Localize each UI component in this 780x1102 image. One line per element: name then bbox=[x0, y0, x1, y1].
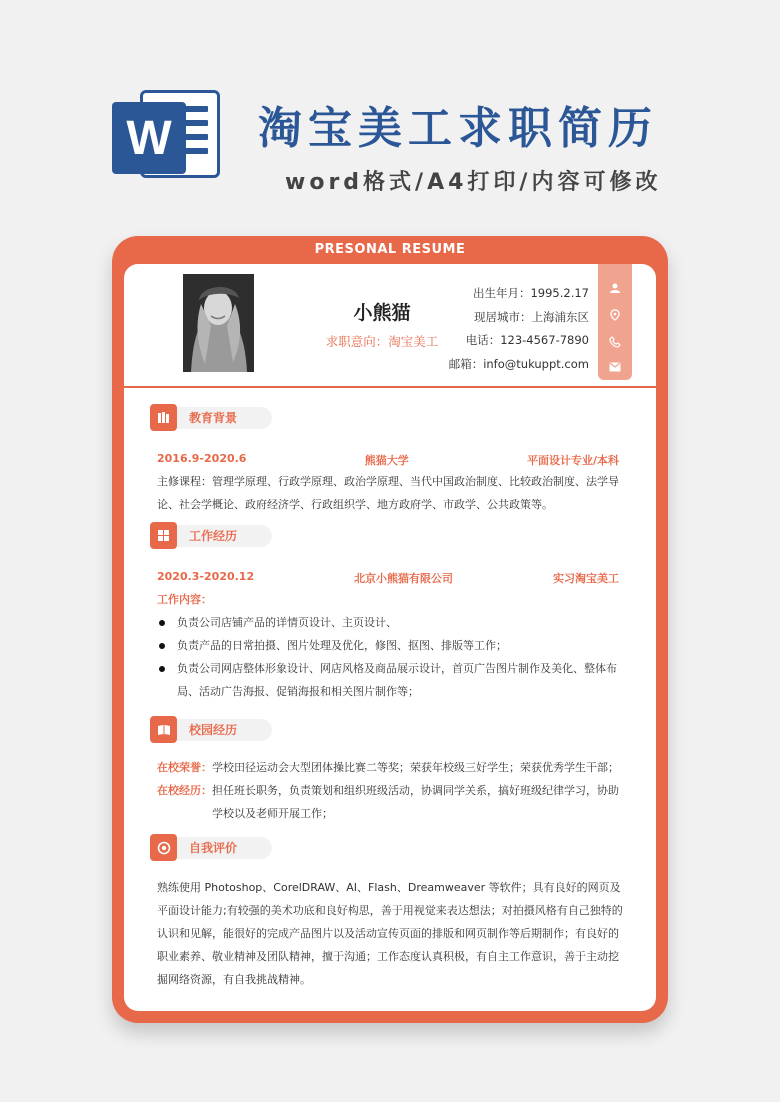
self-evaluation: 熟练使用 Photoshop、CorelDRAW、AI、Flash、Dreamweaver 等软件；具有良好的网页及平面设计能力;有较强的美术功底和良好构思，善于用视觉来表达想法；对拍摄风格有自己独特的认识和见解，能很好的完成产品图片以及活动宣传页面的排版和网页制作等后期制作；有良好的职业素养、敬业精神及团队精神，擅于沟通；工作态度认真积极，有自主工作意识，善于主动挖掘网络资源，有自我挑战精神。 bbox=[157, 881, 623, 986]
header-divider bbox=[124, 386, 656, 388]
user-icon bbox=[598, 282, 632, 297]
contact-birth: 出生年月：1995.2.17 bbox=[472, 286, 589, 300]
badge-icon bbox=[150, 834, 177, 861]
education-courses: 主修课程：管理学原理、行政学原理、政治学原理、当代中国政治制度、比较政治制度、法学导论、社会学概论、政府经济学、行政组织学、地方政府学、市政学、公共政策等。 bbox=[157, 475, 619, 511]
education-period: 2016.9-2020.6 bbox=[157, 452, 247, 465]
banner-subtitle: word格式/A4打印/内容可修改 bbox=[285, 170, 662, 195]
resume-card bbox=[112, 236, 668, 1023]
work-position: 实习淘宝美工 bbox=[553, 572, 619, 585]
campus-details bbox=[157, 756, 627, 825]
section-title: 教育背景 bbox=[172, 407, 272, 429]
campus-honor: 学校田径运动会大型团体操比赛二等奖；荣获年校级三好学生；荣获优秀学生干部； bbox=[212, 761, 619, 774]
campus-honor-label: 在校荣誉： bbox=[157, 761, 212, 774]
campus-exp-label: 在校经历： bbox=[157, 784, 212, 797]
work-period: 2020.3-2020.12 bbox=[157, 570, 255, 583]
phone-icon bbox=[598, 336, 632, 351]
section-title: 工作经历 bbox=[172, 525, 272, 547]
book-icon bbox=[150, 716, 177, 743]
contact-info bbox=[449, 282, 589, 376]
education-row bbox=[157, 452, 619, 468]
contact-city: 现居城市：上海浦东区 bbox=[474, 309, 589, 324]
campus-exp-line bbox=[157, 779, 627, 825]
word-letter: W bbox=[112, 102, 186, 174]
contact-phone: 电话：123-4567-7890 bbox=[465, 333, 589, 347]
list-item: 负责公司网店整体形象设计、网店风格及商品展示设计，首页广告图片制作及美化、整体布局、活动广告海报、促销海报和相关图片制作等； bbox=[157, 657, 627, 703]
section-title: 自我评价 bbox=[172, 837, 272, 859]
list-item: 负责公司店铺产品的详情页设计、主页设计、 bbox=[157, 611, 627, 634]
grid-icon bbox=[150, 522, 177, 549]
section-header-campus bbox=[150, 716, 260, 744]
banner-title: 淘宝美工求职简历 bbox=[258, 103, 658, 154]
section-header-self bbox=[150, 834, 260, 862]
mail-icon bbox=[598, 361, 632, 375]
resume-body bbox=[124, 264, 656, 1011]
work-content-label: 工作内容： bbox=[157, 593, 212, 606]
contact-icon-strip bbox=[598, 264, 632, 380]
education-major: 平面设计专业/本科 bbox=[526, 454, 619, 467]
profile-photo bbox=[183, 274, 254, 372]
word-logo-icon bbox=[112, 82, 222, 182]
contact-email: 邮箱：info@tukuppt.com bbox=[448, 356, 589, 371]
campus-honor-line bbox=[157, 756, 627, 779]
campus-exp: 担任班长职务，负责策划和组织班级活动，协调同学关系，搞好班级纪律学习，协助学校以及老师开展工作； bbox=[212, 784, 619, 820]
section-header-work bbox=[150, 522, 260, 550]
section-title: 校园经历 bbox=[172, 719, 272, 741]
resume-tag: PRESONAL RESUME bbox=[314, 242, 466, 257]
location-icon bbox=[598, 309, 632, 324]
section-header-education bbox=[150, 404, 260, 432]
work-company: 北京小熊猫有限公司 bbox=[354, 572, 454, 585]
work-row bbox=[157, 570, 619, 586]
work-duties bbox=[157, 611, 627, 703]
candidate-name: 小熊猫 bbox=[353, 302, 411, 324]
education-school: 熊猫大学 bbox=[364, 454, 409, 467]
books-icon bbox=[150, 404, 177, 431]
list-item: 负责产品的日常拍摄、图片处理及优化，修图、抠图、排版等工作； bbox=[157, 634, 627, 657]
job-intent: 求职意向：淘宝美工 bbox=[325, 334, 439, 349]
